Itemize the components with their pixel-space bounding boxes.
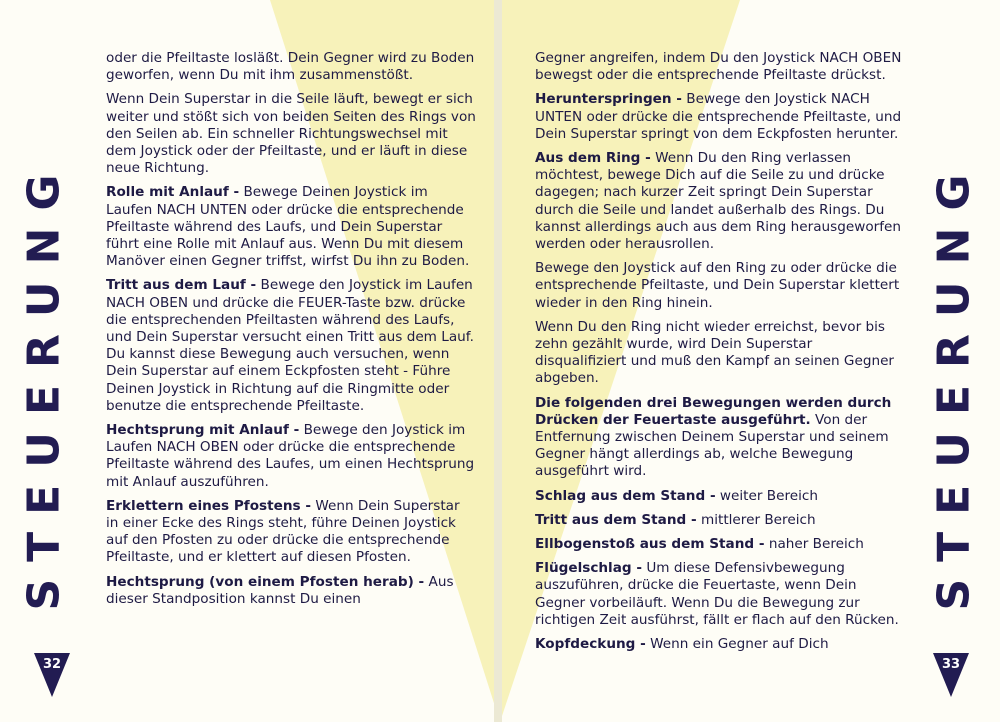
page-number-text: 32 xyxy=(42,657,62,672)
right-page xyxy=(500,0,1000,722)
paragraph xyxy=(535,488,903,505)
paragraph-heading: Tritt aus dem Lauf - xyxy=(106,277,257,294)
paragraph-text: Wenn Du den Ring verlassen möchtest, bewege Dich auf die Seile zu und drücke dagegen; nach kurzer Zeit springt Dein Superstar durch die Seile und landet außerhalb des Rings. Du kannst allerdings auch aus dem Ring herausgeworfen werden oder herausrollen. xyxy=(535,150,902,253)
paragraph xyxy=(106,574,476,608)
right-text-column xyxy=(535,50,903,660)
left-section-title xyxy=(15,157,75,611)
paragraph-text: Um diese Defensivbewegung auszuführen, drücke die Feuertaste, wenn Dein Gegner vorbeiläuft. Wenn Du die Bewegung zur richtigen Zeit ausführst, fällt er flach auf den Rücken. xyxy=(535,560,899,628)
paragraph-text: Bewege den Joystick auf den Ring zu oder drücke die entsprechende Pfeiltaste, und Dein Superstar klettert wieder in den Ring hinein. xyxy=(535,260,900,311)
left-page xyxy=(0,0,496,722)
paragraph xyxy=(535,260,903,312)
paragraph xyxy=(535,91,903,143)
paragraph-text: Bewege Deinen Joystick im Laufen NACH UNTEN oder drücke die entsprechende Pfeiltaste während des Laufs, und Dein Superstar führt eine Rolle mit Anlauf aus. Wenn Du mit diesem Manöver einen Gegner triffst, wirfst Du ihn zu Boden. xyxy=(106,184,470,270)
paragraph-text: Bewege den Joystick NACH UNTEN oder drücke die entsprechende Pfeiltaste, und Dein Superstar springt von dem Eckpfosten herunter. xyxy=(535,91,902,142)
paragraph-heading: Hechtsprung (von einem Pfosten herab) - xyxy=(106,573,425,590)
paragraph-text: Von der Entfernung zwischen Deinem Superstar und seinem Gegner hängt allerdings ab, welche Bewegung ausgeführt wird. xyxy=(535,411,889,480)
paragraph xyxy=(106,50,476,84)
paragraph-text: Wenn ein Gegner auf Dich xyxy=(650,636,829,653)
paragraph-heading: Ellbogenstoß aus dem Stand - xyxy=(535,536,765,553)
right-section-title xyxy=(925,157,985,611)
paragraph-heading: Aus dem Ring - xyxy=(535,150,651,167)
paragraph xyxy=(535,512,903,529)
paragraph xyxy=(535,536,903,553)
paragraph-text: mittlerer Bereich xyxy=(700,511,816,528)
paragraph-text: Wenn Du den Ring nicht wieder erreichst, bevor bis zehn gezählt wurde, wird Dein Superstar disqualifiziert und muß den Kampf an seinen Gegner abgeben. xyxy=(535,318,895,387)
left-text-column xyxy=(106,50,476,615)
paragraph-text: weiter Bereich xyxy=(719,487,818,504)
left-page-number xyxy=(34,653,70,697)
paragraph-heading: Die folgenden drei Bewegungen werden durch Drücken der Feuertaste ausgeführt. xyxy=(535,394,892,428)
paragraph-heading: Herunterspringen - xyxy=(535,91,682,108)
paragraph xyxy=(106,184,476,270)
right-page-number xyxy=(933,653,969,697)
paragraph xyxy=(106,91,476,177)
paragraph-heading: Rolle mit Anlauf - xyxy=(106,184,240,201)
paragraph-text: Bewege den Joystick im Laufen NACH OBEN und drücke die FEUER-Taste bzw. drücke die entsprechenden Pfeiltasten während des Laufs, und Dein Superstar versucht einen Tritt aus dem Lauf. Du kannst diese Bewegung auch versuchen, wenn Dein Superstar auf einem Eckpfosten steht - Führe Deinen Joystick in Richtung auf die Ringmitte oder benutze die entsprechende Pfeiltaste. xyxy=(106,277,474,414)
paragraph-text: Wenn Dein Superstar in die Seile läuft, bewegt er sich weiter und stößt sich von beiden Seiten des Rings von den Seilen ab. Ein schneller Richtungswechsel mit dem Joystick oder der Pfeiltaste, und er läuft in diese neue Richtung. xyxy=(106,91,476,177)
paragraph-heading: Tritt aus dem Stand - xyxy=(535,511,697,528)
page-number-text: 33 xyxy=(941,657,961,672)
paragraph xyxy=(535,150,903,253)
paragraph xyxy=(535,50,903,84)
paragraph xyxy=(535,395,903,481)
paragraph-text: Gegner angreifen, indem Du den Joystick NACH OBEN bewegst oder die entsprechende Pfeiltaste drückst. xyxy=(535,50,902,84)
paragraph-heading: Erklettern eines Pfostens - xyxy=(106,497,312,514)
paragraph-text: Bewege den Joystick im Laufen NACH OBEN oder drücke die entsprechende Pfeiltaste während des Laufes, um einen Hechtsprung mit Anlauf auszuführen. xyxy=(106,422,475,490)
paragraph-heading: Schlag aus dem Stand - xyxy=(535,487,716,504)
paragraph-heading: Kopfdeckung - xyxy=(535,636,646,653)
paragraph-heading: Hechtsprung mit Anlauf - xyxy=(106,422,300,439)
paragraph-heading: Flügelschlag - xyxy=(535,560,642,577)
paragraph-text: Aus dieser Standposition kannst Du einen xyxy=(106,573,454,607)
paragraph xyxy=(535,560,903,629)
paragraph xyxy=(106,277,476,415)
section-title-text: STEUERUNG xyxy=(929,157,980,611)
paragraph xyxy=(106,498,476,567)
paragraph-text: Wenn Dein Superstar in einer Ecke des Rings steht, führe Deinen Joystick auf den Pfosten zu oder drücke die entsprechende Pfeiltaste, und er klettert auf diesen Pfosten. xyxy=(106,497,460,566)
paragraph xyxy=(106,422,476,491)
paragraph-text: naher Bereich xyxy=(768,536,864,553)
paragraph-text: oder die Pfeiltaste losläßt. Dein Gegner wird zu Boden geworfen, wenn Du mit ihm zusammenstößt. xyxy=(106,50,475,84)
paragraph xyxy=(535,636,903,653)
paragraph xyxy=(535,319,903,388)
section-title-text: STEUERUNG xyxy=(19,157,70,611)
